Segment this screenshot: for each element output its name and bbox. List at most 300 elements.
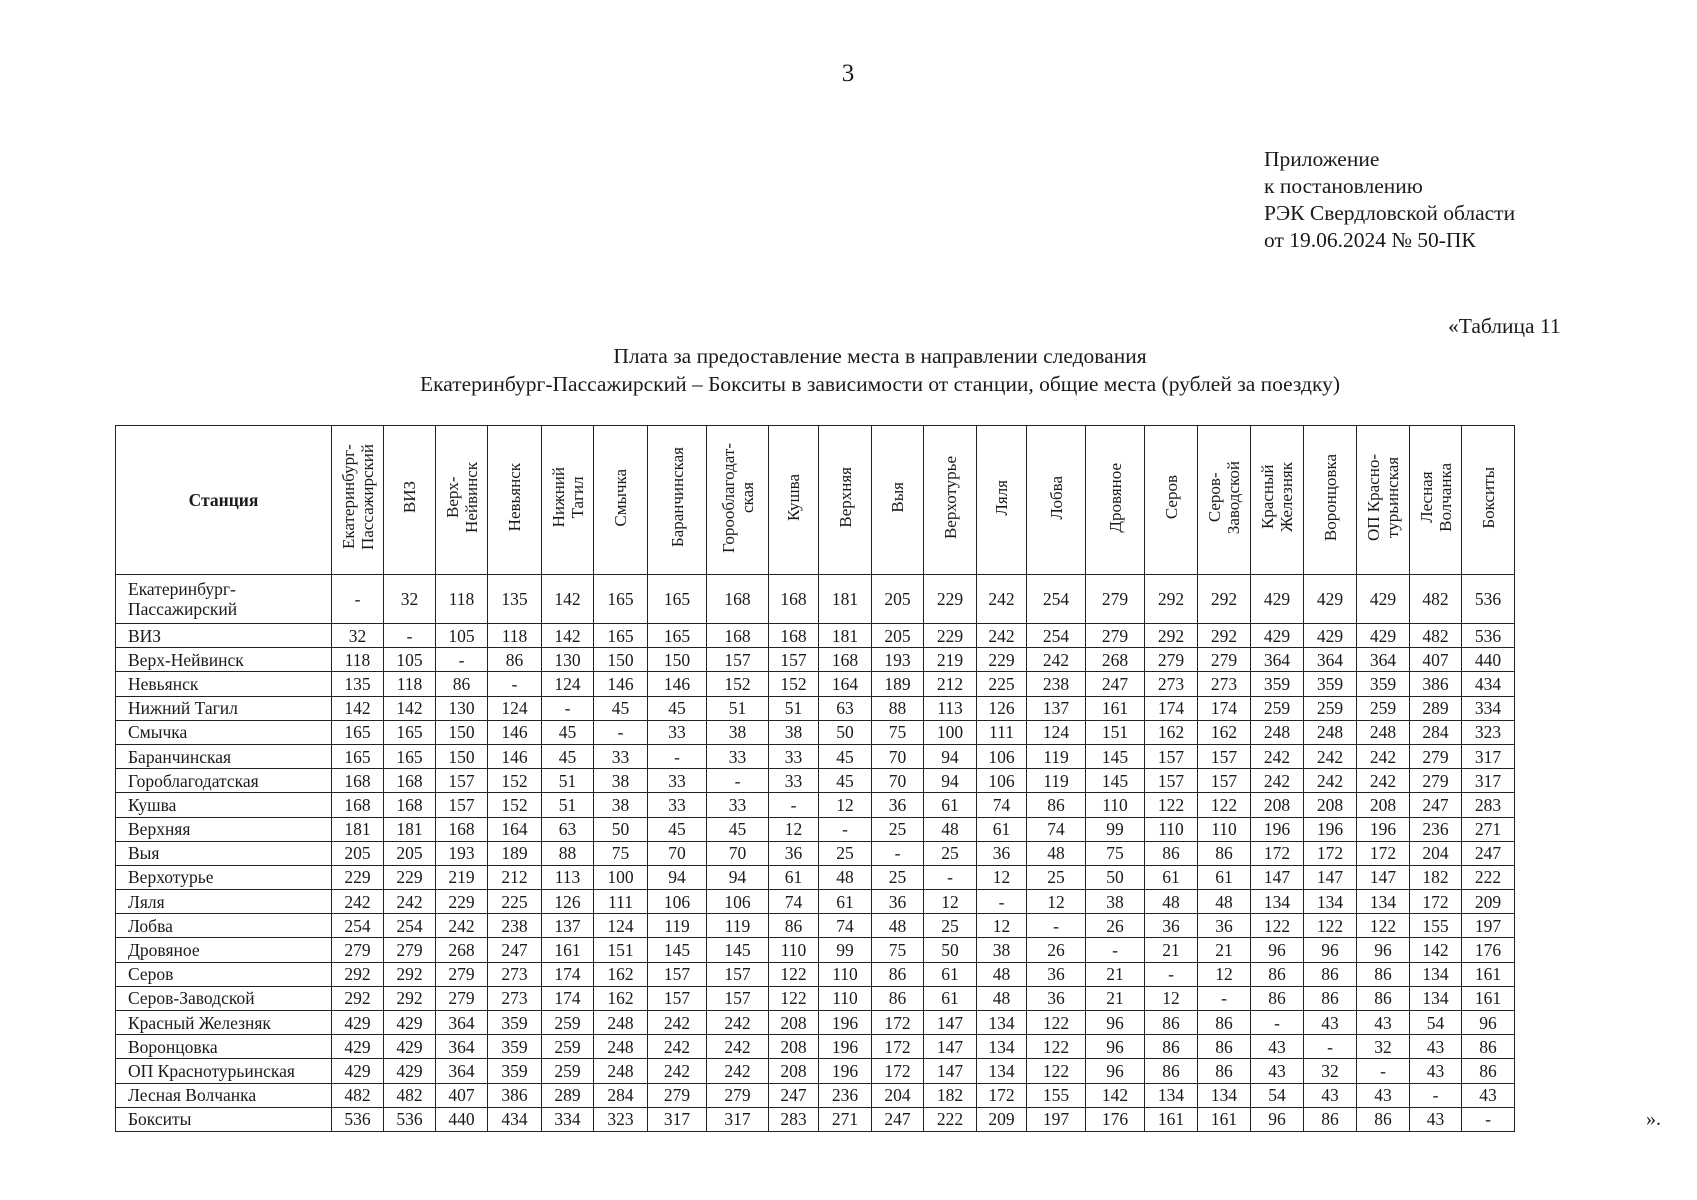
fare-cell: 259 xyxy=(1304,696,1357,720)
fare-cell: 259 xyxy=(1251,696,1304,720)
fare-cell: 130 xyxy=(542,648,594,672)
column-header xyxy=(707,426,769,575)
station-name: ВИЗ xyxy=(116,624,332,648)
fare-cell: 74 xyxy=(1027,817,1086,841)
station-name: Верх-Нейвинск xyxy=(116,648,332,672)
fare-cell: 279 xyxy=(1410,744,1462,768)
fare-cell: 482 xyxy=(384,1083,436,1107)
fare-cell: 36 xyxy=(769,841,819,865)
fare-cell: 86 xyxy=(1145,1059,1198,1083)
fare-cell: 150 xyxy=(436,720,488,744)
fare-cell: 75 xyxy=(872,720,924,744)
table-reference: «Таблица 11 xyxy=(1448,314,1561,338)
column-header xyxy=(769,426,819,575)
fare-cell: 21 xyxy=(1086,986,1145,1010)
fare-cell: 229 xyxy=(384,865,436,889)
fare-cell: 181 xyxy=(384,817,436,841)
closing-quote: ». xyxy=(1646,1108,1661,1130)
fare-cell: 279 xyxy=(384,938,436,962)
station-name: Воронцовка xyxy=(116,1035,332,1059)
fare-cell: 146 xyxy=(488,744,542,768)
fare-cell: 429 xyxy=(1251,624,1304,648)
fare-cell: 110 xyxy=(1145,817,1198,841)
fare-cell: 208 xyxy=(1357,793,1410,817)
fare-cell: 70 xyxy=(648,841,707,865)
fare-cell: 86 xyxy=(1304,1107,1357,1131)
fare-cell: 43 xyxy=(1251,1035,1304,1059)
fare-cell: 386 xyxy=(488,1083,542,1107)
fare-cell: 236 xyxy=(1410,817,1462,841)
fare-cell: 208 xyxy=(769,1035,819,1059)
fare-cell: - xyxy=(384,624,436,648)
table-row xyxy=(116,865,1515,889)
fare-cell: 86 xyxy=(436,672,488,696)
fare-cell: 162 xyxy=(1145,720,1198,744)
fare-cell: 292 xyxy=(384,962,436,986)
fare-cell: 334 xyxy=(1462,696,1515,720)
fare-cell: 134 xyxy=(1410,962,1462,986)
fare-cell: 279 xyxy=(707,1083,769,1107)
fare-cell: 33 xyxy=(594,744,648,768)
fare-cell: 118 xyxy=(436,575,488,624)
fare-cell: 48 xyxy=(977,962,1027,986)
fare-cell: 317 xyxy=(1462,744,1515,768)
fare-cell: 147 xyxy=(924,1059,977,1083)
fare-cell: 25 xyxy=(1027,865,1086,889)
fare-cell: 21 xyxy=(1086,962,1145,986)
fare-cell: 248 xyxy=(1304,720,1357,744)
fare-cell: - xyxy=(1086,938,1145,962)
fare-cell: 429 xyxy=(1357,624,1410,648)
fare-cell: 94 xyxy=(924,744,977,768)
fare-cell: 134 xyxy=(1251,890,1304,914)
fare-cell: 334 xyxy=(542,1107,594,1131)
fare-cell: 386 xyxy=(1410,672,1462,696)
fare-cell: 162 xyxy=(1198,720,1251,744)
column-header-label: Екатеринбург- Пассажирский xyxy=(338,444,377,551)
fare-cell: 161 xyxy=(1462,986,1515,1010)
fare-cell: 317 xyxy=(707,1107,769,1131)
fare-cell: 152 xyxy=(707,672,769,696)
fare-cell: 110 xyxy=(819,986,872,1010)
fare-cell: 63 xyxy=(542,817,594,841)
fare-cell: - xyxy=(1251,1011,1304,1035)
fare-cell: 61 xyxy=(819,890,872,914)
fare-cell: 162 xyxy=(594,962,648,986)
fare-cell: 38 xyxy=(707,720,769,744)
fare-cell: 146 xyxy=(648,672,707,696)
fare-cell: 96 xyxy=(1251,938,1304,962)
fare-cell: 86 xyxy=(1027,793,1086,817)
table-body xyxy=(116,575,1515,1132)
page-number: 3 xyxy=(841,60,855,87)
fare-cell: 45 xyxy=(707,817,769,841)
fare-cell: 105 xyxy=(436,624,488,648)
fare-cell: 51 xyxy=(707,696,769,720)
fare-cell: 151 xyxy=(594,938,648,962)
fare-cell: 33 xyxy=(769,744,819,768)
fare-cell: 96 xyxy=(1304,938,1357,962)
fare-cell: 279 xyxy=(1198,648,1251,672)
fare-cell: 172 xyxy=(1357,841,1410,865)
fare-cell: 165 xyxy=(594,624,648,648)
fare-cell: 279 xyxy=(648,1083,707,1107)
column-header xyxy=(1027,426,1086,575)
fare-cell: 271 xyxy=(1462,817,1515,841)
column-header xyxy=(924,426,977,575)
fare-cell: 174 xyxy=(542,986,594,1010)
fare-cell: 122 xyxy=(1145,793,1198,817)
fare-cell: 75 xyxy=(872,938,924,962)
fare-cell: 45 xyxy=(648,817,707,841)
table-row xyxy=(116,1035,1515,1059)
fare-cell: 38 xyxy=(594,793,648,817)
fare-cell: 161 xyxy=(1086,696,1145,720)
station-name: Нижний Тагил xyxy=(116,696,332,720)
fare-cell: 165 xyxy=(384,744,436,768)
column-header-label: Горооблагодат- ская xyxy=(718,442,757,553)
fare-cell: 283 xyxy=(1462,793,1515,817)
fare-cell: 219 xyxy=(436,865,488,889)
fare-cell: 317 xyxy=(648,1107,707,1131)
table-row xyxy=(116,1083,1515,1107)
fare-cell: 161 xyxy=(1145,1107,1198,1131)
table-row xyxy=(116,793,1515,817)
fare-cell: 86 xyxy=(872,962,924,986)
fare-cell: 292 xyxy=(332,962,384,986)
fare-cell: 434 xyxy=(488,1107,542,1131)
fare-cell: 247 xyxy=(1462,841,1515,865)
fare-cell: - xyxy=(1304,1035,1357,1059)
fare-cell: 146 xyxy=(594,672,648,696)
fare-cell: 122 xyxy=(1251,914,1304,938)
fare-cell: 229 xyxy=(977,648,1027,672)
fare-cell: 168 xyxy=(769,575,819,624)
fare-cell: 119 xyxy=(1027,744,1086,768)
fare-cell: 61 xyxy=(769,865,819,889)
fare-cell: 111 xyxy=(594,890,648,914)
fare-cell: 429 xyxy=(332,1035,384,1059)
column-header xyxy=(819,426,872,575)
column-header xyxy=(977,426,1027,575)
fare-cell: 105 xyxy=(384,648,436,672)
fare-cell: 364 xyxy=(1304,648,1357,672)
fare-cell: 359 xyxy=(1304,672,1357,696)
fare-cell: 152 xyxy=(769,672,819,696)
fare-cell: 51 xyxy=(542,769,594,793)
fare-cell: 242 xyxy=(977,624,1027,648)
fare-cell: 247 xyxy=(1410,793,1462,817)
fare-cell: 165 xyxy=(332,720,384,744)
fare-cell: 119 xyxy=(648,914,707,938)
fare-cell: 364 xyxy=(1251,648,1304,672)
fare-cell: 164 xyxy=(488,817,542,841)
fare-cell: 189 xyxy=(872,672,924,696)
fare-cell: 208 xyxy=(769,1059,819,1083)
fare-cell: 157 xyxy=(648,986,707,1010)
fare-cell: 110 xyxy=(819,962,872,986)
fare-cell: 289 xyxy=(542,1083,594,1107)
fare-cell: 279 xyxy=(1086,624,1145,648)
column-header xyxy=(1086,426,1145,575)
station-name: Дровяное xyxy=(116,938,332,962)
fare-cell: 273 xyxy=(1145,672,1198,696)
fare-cell: 229 xyxy=(924,624,977,648)
fare-cell: 63 xyxy=(819,696,872,720)
column-header-label: Верхняя xyxy=(835,467,855,528)
fare-cell: 36 xyxy=(1027,986,1086,1010)
fare-cell: 174 xyxy=(1198,696,1251,720)
fare-cell: 168 xyxy=(332,793,384,817)
fare-cell: 86 xyxy=(1462,1035,1515,1059)
fare-cell: 168 xyxy=(436,817,488,841)
fare-cell: 147 xyxy=(1304,865,1357,889)
fare-cell: 96 xyxy=(1251,1107,1304,1131)
column-header-label: Верх- Нейвинск xyxy=(442,462,481,533)
fare-cell: 137 xyxy=(542,914,594,938)
column-header xyxy=(1410,426,1462,575)
fare-cell: 157 xyxy=(436,793,488,817)
fare-cell: 75 xyxy=(594,841,648,865)
fare-cell: 407 xyxy=(1410,648,1462,672)
column-header-label: Серов xyxy=(1161,475,1181,520)
fare-cell: 157 xyxy=(1198,744,1251,768)
fare-cell: 165 xyxy=(594,575,648,624)
fare-cell: 181 xyxy=(819,575,872,624)
fare-cell: 242 xyxy=(648,1011,707,1035)
fare-cell: 429 xyxy=(384,1035,436,1059)
column-header xyxy=(436,426,488,575)
fare-cell: 122 xyxy=(1198,793,1251,817)
fare-cell: 172 xyxy=(977,1083,1027,1107)
fare-cell: 323 xyxy=(1462,720,1515,744)
fare-cell: 113 xyxy=(924,696,977,720)
fare-cell: - xyxy=(542,696,594,720)
fare-cell: 86 xyxy=(872,986,924,1010)
fare-cell: 45 xyxy=(648,696,707,720)
fare-cell: 273 xyxy=(488,986,542,1010)
fare-cell: - xyxy=(436,648,488,672)
fare-cell: 440 xyxy=(1462,648,1515,672)
fare-cell: 50 xyxy=(1086,865,1145,889)
fare-cell: 219 xyxy=(924,648,977,672)
fare-cell: 147 xyxy=(924,1011,977,1035)
fare-cell: 118 xyxy=(384,672,436,696)
appendix-line: от 19.06.2024 № 50-ПК xyxy=(1264,228,1476,252)
fare-cell: 212 xyxy=(488,865,542,889)
fare-cell: 36 xyxy=(872,793,924,817)
fare-cell: 536 xyxy=(332,1107,384,1131)
fare-cell: 229 xyxy=(436,890,488,914)
fare-cell: 142 xyxy=(332,696,384,720)
fare-cell: 12 xyxy=(1198,962,1251,986)
table-caption-line-1: Плата за предоставление места в направлении следования xyxy=(613,344,1147,368)
fare-cell: 193 xyxy=(872,648,924,672)
fare-cell: 110 xyxy=(1086,793,1145,817)
fare-cell: 536 xyxy=(384,1107,436,1131)
fare-cell: 165 xyxy=(648,575,707,624)
fare-cell: 182 xyxy=(924,1083,977,1107)
column-header xyxy=(332,426,384,575)
station-name: Верхотурье xyxy=(116,865,332,889)
fare-cell: 94 xyxy=(707,865,769,889)
fare-cell: 26 xyxy=(1086,914,1145,938)
fare-cell: 242 xyxy=(707,1011,769,1035)
fare-cell: 86 xyxy=(1357,1107,1410,1131)
fare-cell: 122 xyxy=(1304,914,1357,938)
fare-cell: 155 xyxy=(1410,914,1462,938)
fare-cell: 45 xyxy=(542,720,594,744)
fare-cell: 359 xyxy=(488,1011,542,1035)
fare-cell: - xyxy=(1027,914,1086,938)
fare-cell: 134 xyxy=(1357,890,1410,914)
fare-cell: 74 xyxy=(769,890,819,914)
fare-cell: 86 xyxy=(1462,1059,1515,1083)
column-header-label: Невьянск xyxy=(505,463,524,532)
fare-cell: 151 xyxy=(1086,720,1145,744)
fare-cell: 61 xyxy=(924,986,977,1010)
fare-cell: 157 xyxy=(1145,744,1198,768)
fare-cell: 157 xyxy=(707,648,769,672)
table-row xyxy=(116,986,1515,1010)
fare-cell: 88 xyxy=(542,841,594,865)
fare-cell: 48 xyxy=(924,817,977,841)
fare-cell: 70 xyxy=(872,769,924,793)
fare-cell: 54 xyxy=(1410,1011,1462,1035)
fare-cell: 168 xyxy=(707,575,769,624)
fare-cell: - xyxy=(819,817,872,841)
fare-cell: 284 xyxy=(1410,720,1462,744)
fare-cell: 242 xyxy=(384,890,436,914)
fare-cell: 161 xyxy=(1462,962,1515,986)
station-name: Серов-Заводской xyxy=(116,986,332,1010)
fare-cell: 181 xyxy=(332,817,384,841)
fare-cell: 157 xyxy=(707,962,769,986)
fare-cell: 292 xyxy=(384,986,436,1010)
fare-cell: 122 xyxy=(1027,1035,1086,1059)
fare-cell: 135 xyxy=(332,672,384,696)
fare-cell: 106 xyxy=(977,744,1027,768)
fare-cell: 106 xyxy=(648,890,707,914)
fare-cell: 242 xyxy=(332,890,384,914)
fare-cell: 222 xyxy=(1462,865,1515,889)
fare-cell: 54 xyxy=(1251,1083,1304,1107)
fare-cell: 259 xyxy=(542,1059,594,1083)
table-row xyxy=(116,1107,1515,1131)
fare-cell: 289 xyxy=(1410,696,1462,720)
fare-cell: 197 xyxy=(1027,1107,1086,1131)
fare-cell: 242 xyxy=(1251,769,1304,793)
fare-cell: 134 xyxy=(977,1059,1027,1083)
table-row xyxy=(116,624,1515,648)
fare-cell: 134 xyxy=(977,1035,1027,1059)
fare-cell: 247 xyxy=(769,1083,819,1107)
fare-cell: 434 xyxy=(1462,672,1515,696)
station-name: Серов xyxy=(116,962,332,986)
fare-cell: 196 xyxy=(1304,817,1357,841)
fare-cell: 429 xyxy=(1304,575,1357,624)
fare-cell: 145 xyxy=(1086,744,1145,768)
fare-cell: 248 xyxy=(594,1035,648,1059)
column-header xyxy=(872,426,924,575)
fare-cell: 238 xyxy=(1027,672,1086,696)
fare-cell: 172 xyxy=(1304,841,1357,865)
fare-cell: 48 xyxy=(1198,890,1251,914)
fare-cell: - xyxy=(332,575,384,624)
fare-cell: 36 xyxy=(1145,914,1198,938)
fare-cell: 45 xyxy=(542,744,594,768)
fare-cell: 242 xyxy=(1027,648,1086,672)
fare-cell: - xyxy=(488,672,542,696)
column-header xyxy=(542,426,594,575)
fare-cell: 208 xyxy=(769,1011,819,1035)
fare-cell: 205 xyxy=(332,841,384,865)
fare-cell: 99 xyxy=(1086,817,1145,841)
fare-cell: 254 xyxy=(1027,575,1086,624)
fare-cell: 134 xyxy=(1198,1083,1251,1107)
table-row xyxy=(116,890,1515,914)
fare-cell: 43 xyxy=(1357,1011,1410,1035)
fare-cell: 86 xyxy=(1198,841,1251,865)
fare-cell: 248 xyxy=(1251,720,1304,744)
fare-cell: 292 xyxy=(1198,575,1251,624)
fare-cell: 197 xyxy=(1462,914,1515,938)
fare-cell: 25 xyxy=(924,914,977,938)
station-name: ОП Краснотурьинская xyxy=(116,1059,332,1083)
fare-cell: 145 xyxy=(648,938,707,962)
fare-cell: 236 xyxy=(819,1083,872,1107)
appendix-line: РЭК Свердловской области xyxy=(1264,201,1516,225)
fare-cell: 38 xyxy=(594,769,648,793)
fare-cell: - xyxy=(1410,1083,1462,1107)
table-row xyxy=(116,744,1515,768)
fare-cell: - xyxy=(1462,1107,1515,1131)
fare-cell: 124 xyxy=(1027,720,1086,744)
fare-cell: 168 xyxy=(332,769,384,793)
column-header-label: Дровяное xyxy=(1105,462,1125,533)
fare-cell: 196 xyxy=(819,1011,872,1035)
fare-cell: 99 xyxy=(819,938,872,962)
column-header xyxy=(1145,426,1198,575)
column-header-label: Бокситы xyxy=(1478,466,1498,529)
fare-cell: 247 xyxy=(488,938,542,962)
fare-cell: - xyxy=(769,793,819,817)
fare-cell: 33 xyxy=(769,769,819,793)
fare-cell: 142 xyxy=(542,575,594,624)
appendix-block xyxy=(1264,146,1515,254)
column-header-label: ВИЗ xyxy=(400,481,419,514)
fare-cell: 157 xyxy=(436,769,488,793)
fare-cell: 196 xyxy=(819,1059,872,1083)
fare-cell: 536 xyxy=(1462,575,1515,624)
fare-cell: 12 xyxy=(819,793,872,817)
fare-cell: 25 xyxy=(872,817,924,841)
fare-cell: 137 xyxy=(1027,696,1086,720)
fare-cell: 33 xyxy=(648,793,707,817)
fare-cell: 106 xyxy=(977,769,1027,793)
column-header xyxy=(1251,426,1304,575)
fare-cell: 130 xyxy=(436,696,488,720)
fare-cell: 174 xyxy=(542,962,594,986)
fare-cell: 33 xyxy=(648,769,707,793)
fare-cell: 150 xyxy=(436,744,488,768)
fare-cell: 157 xyxy=(1198,769,1251,793)
table-row xyxy=(116,648,1515,672)
fare-cell: 176 xyxy=(1462,938,1515,962)
fare-cell: 242 xyxy=(648,1035,707,1059)
fare-cell: 254 xyxy=(332,914,384,938)
fare-cell: 61 xyxy=(1198,865,1251,889)
